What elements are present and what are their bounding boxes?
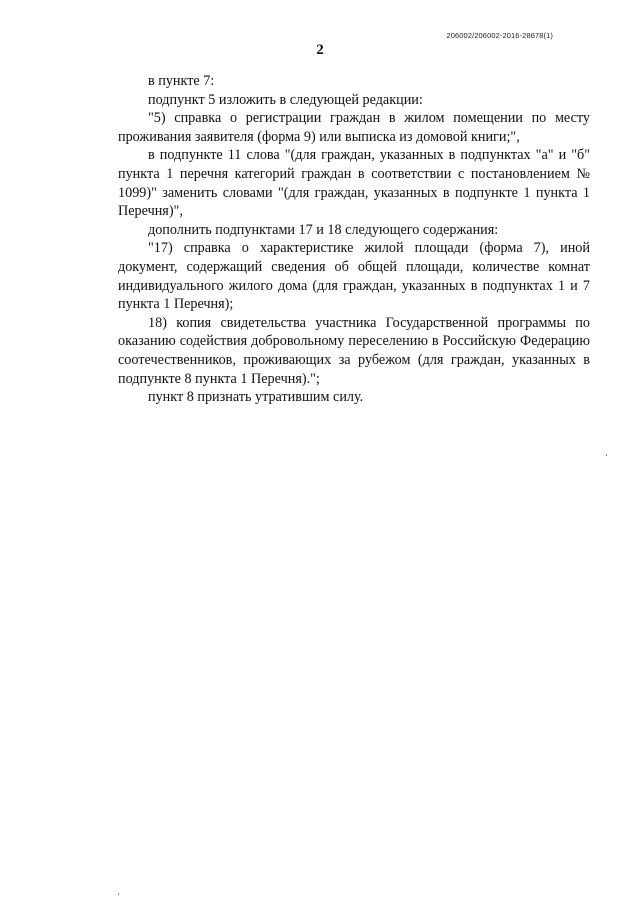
paragraph: "5) справка о регистрации граждан в жилом помещении по месту проживания заявителя (форма 9) или выписка из домовой книги;", [118,110,590,145]
scan-speck [606,454,607,456]
paragraph: в подпункте 11 слова "(для граждан, указанных в подпунктах "а" и "б" пункта 1 перечня категорий граждан в соответствии с постановлением № 1099)" заменить словами "(для граждан, указанных в подпункте 1 пункта 1 Перечня)", [118,147,590,220]
paragraph: "17) справка о характеристике жилой площади (форма 7), иной документ, содержащий сведения об общей площади, количестве комнат индивидуального жилого дома (для граждан, указанных в подпунктах 1 и 7 пункта 1 Перечня); [118,240,590,313]
paragraph: 18) копия свидетельства участника Государственной программы по оказанию содействия добровольному переселению в Российскую Федерацию соотечественников, проживающих за рубежом (для граждан, указанных в подпункте 8 пункта 1 Перечня)."; [118,314,590,387]
document-id: 206002/206002-2016-28678(1) [446,31,553,40]
paragraph: подпункт 5 изложить в следующей редакции: [148,91,423,108]
page-number: 2 [316,42,324,58]
paragraph: пункт 8 признать утратившим силу. [148,389,364,406]
paragraph: дополнить подпунктами 17 и 18 следующего содержания: [148,221,499,238]
paragraph: в пункте 7: [148,73,215,89]
scan-speck [118,893,119,895]
document-body [118,72,590,407]
